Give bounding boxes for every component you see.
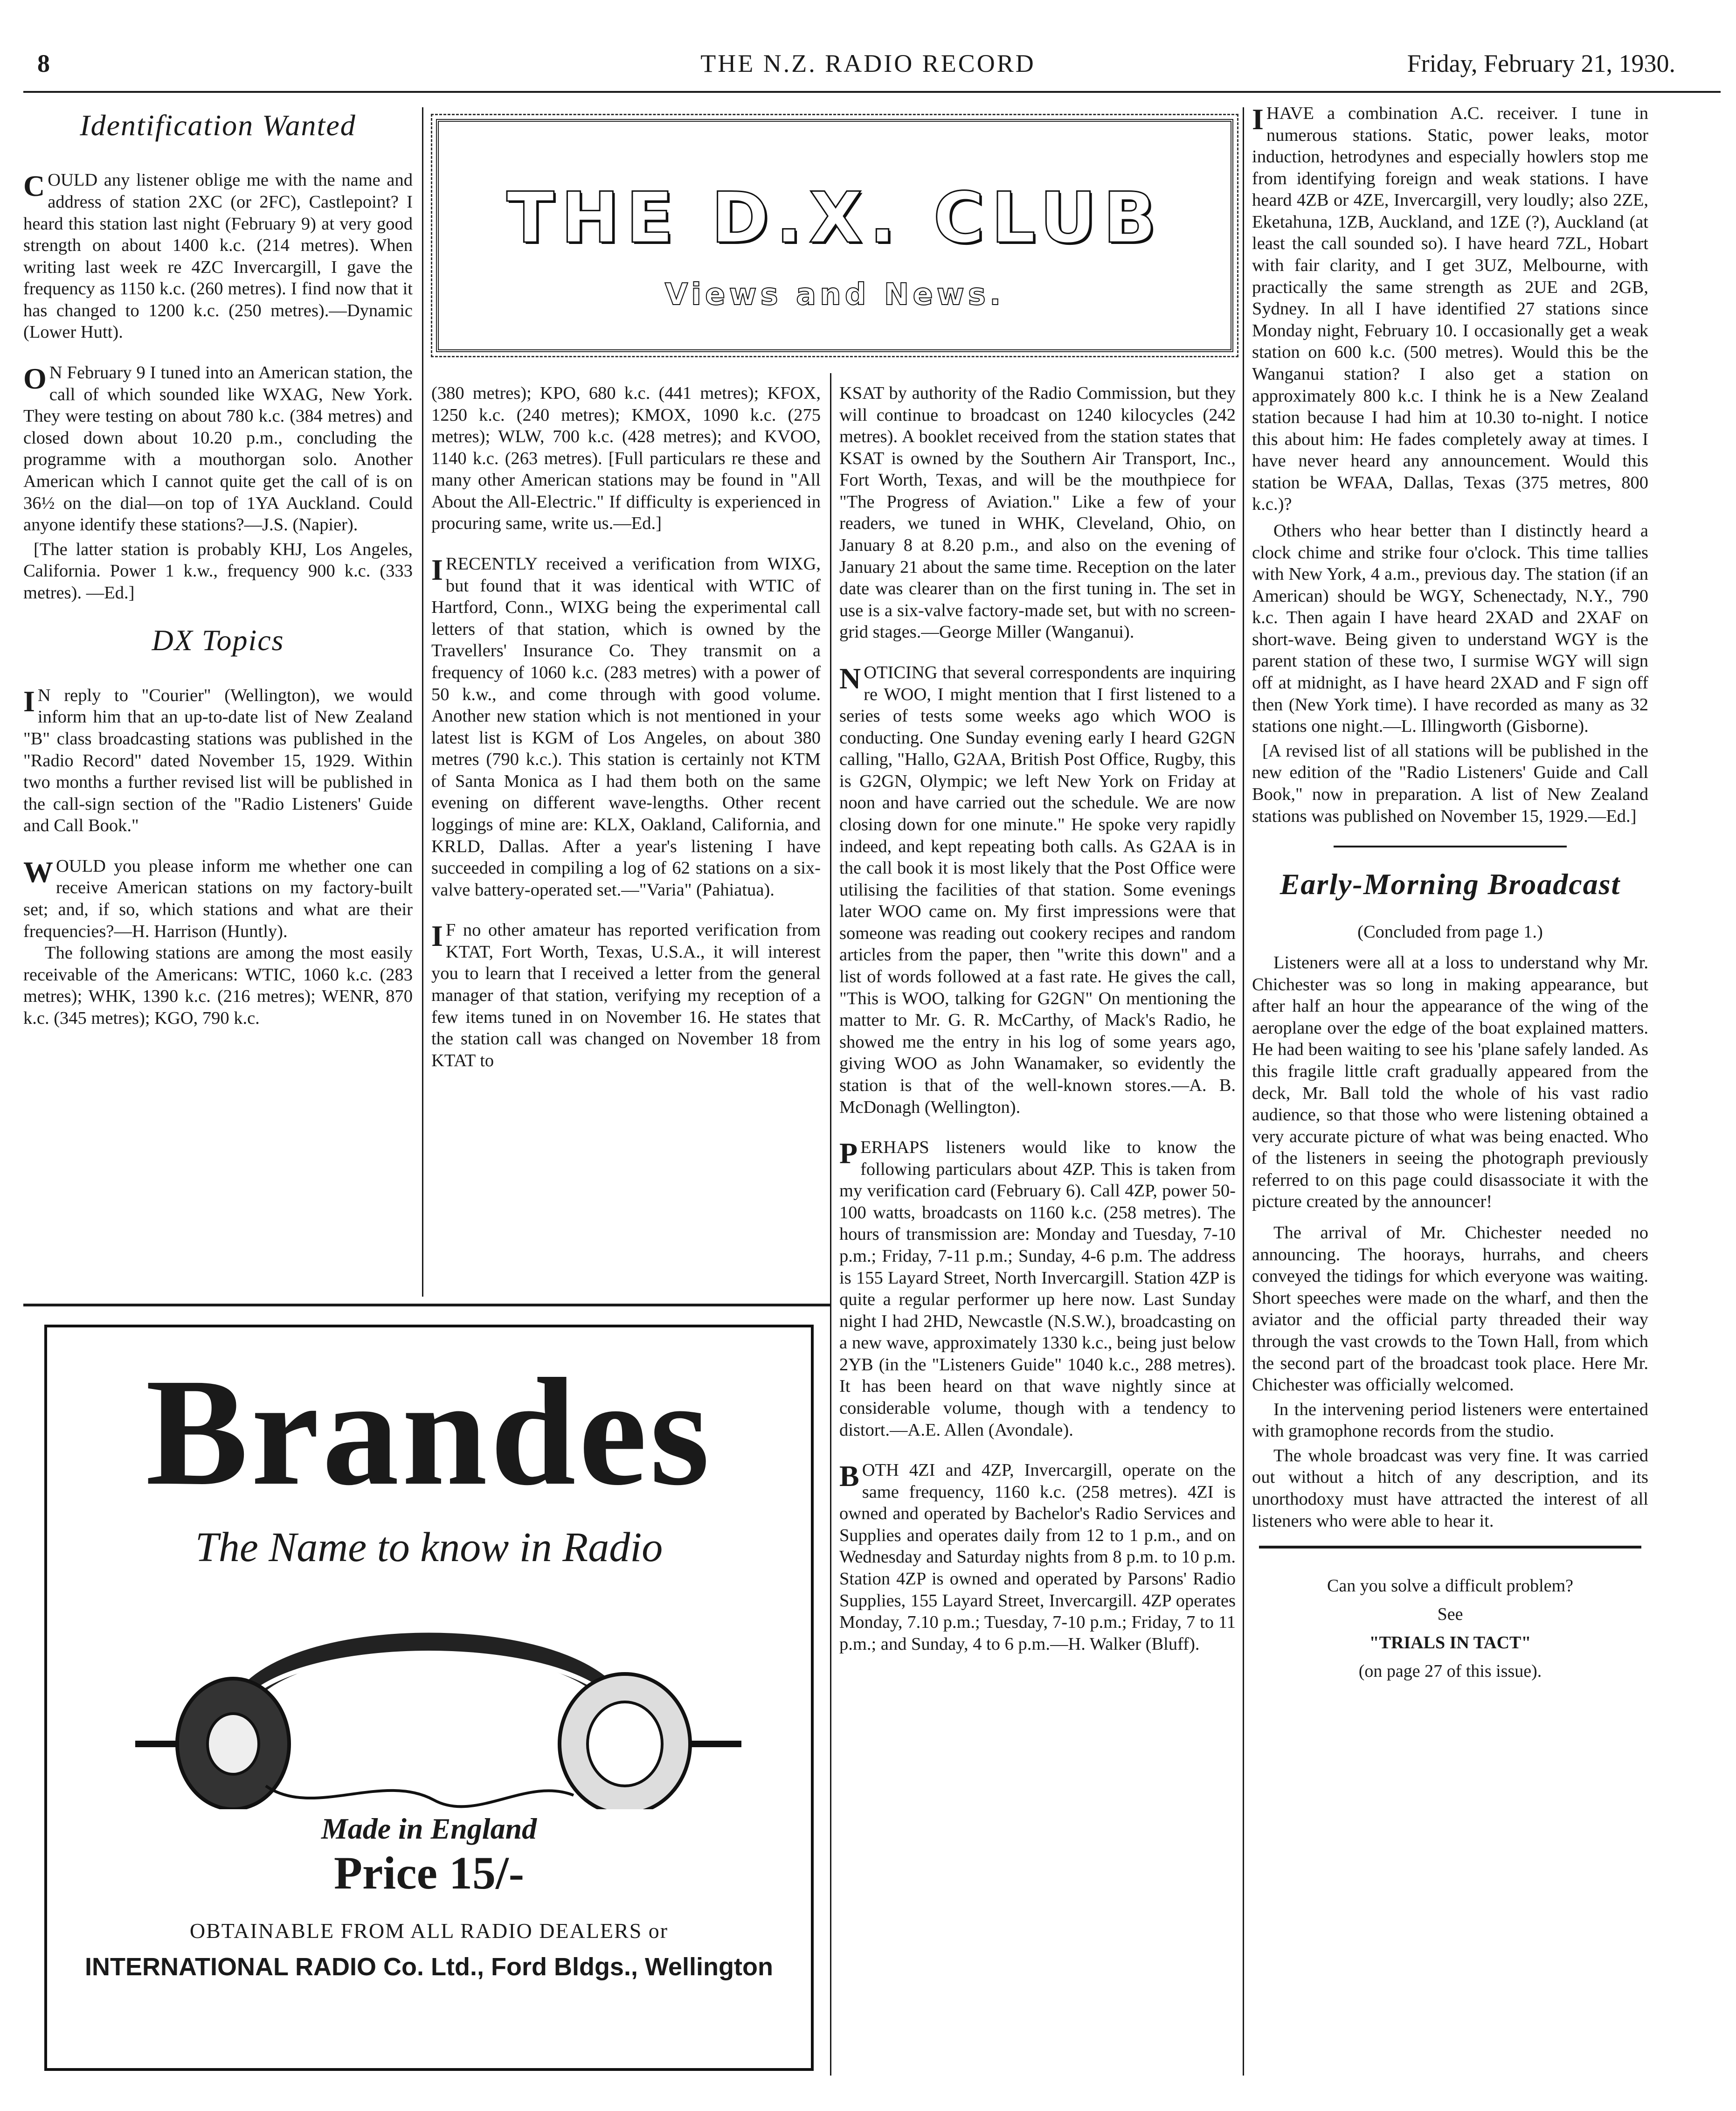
editor-note: [The latter station is probably KHJ, Los Angeles, California. Power 1 k.w., frequency 900 k.c. (333 metres). —Ed.] (23, 539, 413, 603)
drop-cap: W (23, 855, 53, 889)
column-divider (1243, 107, 1244, 2076)
article-paragraph: The following stations are among the most easily receivable of the Americans: WTIC, 1060 k.c. (283 metres); WHK, 1390 k.c. (216 metres); WENR, 870 k.c. (345 metres); KGO, 790 k.c. (23, 943, 413, 1028)
drop-cap: B (839, 1459, 859, 1493)
article-paragraph: NOTICING that several correspondents are inquiring re WOO, I might mention that I first listened to a series of tests some weeks ago which WOO is conducting. One Sunday evening early I heard G2GN calling, "Hallo, G2AA, British Post Office, Rugby, this is G2GN, Olympic; we left New York on Friday at noon and have carried out the schedule. We are now closing down for one minute." He spoke very rapidly indeed, and kept repeating both calls. As G2AA is in the call book it is most likely that the Post Office were utilising the facilities of that station. Some evenings later WOO came on. My first impressions were that someone was reading out cookery recipes and random articles from the paper, then "write this down" and a list of words followed at a fast rate. He gives the call, "This is WOO, talking for G2GN" On mentioning the matter to Mr. G. R. McCarthy, of Mack's Radio, he showed me the entry in his log of some years ago, giving WOO as John Wanamaker, so evidently the station is that of the well-known stores.—A. B. McDonagh (Wellington). (839, 661, 1236, 1117)
column-divider (422, 107, 423, 1297)
promo-line: See (1437, 1604, 1463, 1624)
ad-top-rule (23, 1304, 830, 1306)
article-paragraph: IHAVE a combination A.C. receiver. I tune in numerous stations. Static, power leaks, motor induction, hetrodynes and especially howlers stop me from identifying foreign and weak stations. I have heard 4ZB or 4ZE, Invercargill, very loudly; also 2ZE, Eketahuna, 1ZB, Auckland, and 1ZE (?), Auckland (at least the call sounded so). I have heard 7ZL, Hobart with fair clarity, and I get 3UZ, Melbourne, with practically the same strength as 2UE and 2GB, Sydney. In all I have identified 27 stations since Monday night, February 10. I occasionally get a weak station on 600 k.c. (500 metres). Would this be the Wanganui station? I also get a station on approximately 800 k.c. I think he is a New Zealand station because I had him at 10.30 to-night. I notice this about him: He fades completely away at times. I have never heard any announcement. Would this station be WFAA, Dallas, Texas (375 metres, 800 k.c.)? (1252, 103, 1648, 514)
column-4 (1252, 103, 1648, 1685)
ad-company: INTERNATIONAL RADIO Co. Ltd., Ford Bldgs., Wellington (85, 1953, 773, 1981)
section-title-dx-topics: DX Topics (152, 624, 284, 657)
drop-cap: I (23, 684, 35, 718)
article-paragraph: (380 metres); KPO, 680 k.c. (441 metres); KFOX, 1250 k.c. (240 metres); KMOX, 1090 k.c. (275 metres); WLW, 700 k.c. (428 metres); and KVOO, 1140 k.c. (263 metres). [Full particulars re these and many other American stations may be found in "All About the All-Electric." If difficulty is experienced in procuring same, write us.—Ed.] (431, 383, 821, 534)
article-paragraph: O N February 9 I tuned into an American station, the call of which sounded like WXAG, New York. They were testing on about 780 k.c. (384 metres) and closed down about 10.20 p.m., concluding the programme with a mouthorgan solo. Another American which I cannot quite get the call of is on 36½ on the dial—on top of 1YA Auckland. Could anyone identify these stations?—J.S. (Napier). (23, 362, 413, 535)
article-paragraph: Listeners were all at a loss to understand why Mr. Chichester was so long in making appearance, but after half an hour the appearance of the wing of the aeroplane over the edge of the boat explained matters. He had been waiting to see his 'plane safely landed. As this fragile little craft gradually appeared from the deck, Mr. Ball told the whole of his vast radio audience, so that those who were listening obtained a very accurate picture of what was being enacted. Who of the listeners in seeing the photograph previously referred to on this page could disassociate it with the picture created by the announcer! (1252, 953, 1648, 1212)
article-paragraph: Others who hear better than I distinctly heard a clock chime and strike four o'clock. This time tallies with New York, 4 a.m., previous day. The station (if an American) should be WGY, Schenectady, N.Y., 790 k.c. Then again I have heard 2XAD and 2XAF on short-wave. Being given to understand WGY is the parent station of these two, I surmise WGY will sign off at midnight, as I have heard 2XAD and F sign off then (New York time). I have recorded as many as 32 stations one night.—L. Illingworth (Gisborne). (1252, 521, 1648, 736)
drop-cap: P (839, 1137, 858, 1170)
issue-date: Friday, February 21, 1930. (1407, 49, 1675, 77)
drop-cap: N (839, 661, 861, 695)
headphone-cord (266, 1786, 574, 1806)
drop-cap: C (23, 169, 45, 203)
column-1 (23, 103, 413, 1048)
headphones-illustration (79, 1576, 779, 1809)
article-paragraph: I F no other amateur has reported verification from KTAT, Fort Worth, Texas, U.S.A., it will interest you to learn that I received a letter from the general manager of that station, verifying my reception of a few items tuned in on November 16. He states that the station call was changed on November 18 from KTAT to (431, 919, 821, 1070)
drop-cap: I (431, 919, 443, 953)
concluded-note: (Concluded from page 1.) (1357, 922, 1543, 942)
article-paragraph: The arrival of Mr. Chichester needed no announcing. The hoorays, hurrahs, and cheers conveyed the tidings for which everyone was waiting. Short speeches were made on the wharf, and then the aviator and the official party threaded their way through the vast crowds to the Town Hall, from which the second part of the broadcast took place. Here Mr. Chichester was officially welcomed. (1252, 1223, 1648, 1395)
page-number: 8 (37, 49, 50, 77)
ad-brand-name: Brandes (145, 1347, 712, 1517)
article-paragraph: IRECENTLY received a verification from WIXG, but found that it was identical with WTIC of Hartford, Conn., WIXG being the experimental call letters of that station, which is owned by the Travellers' Insurance Co. They transmit on a frequency of 1060 k.c. (283 metres) with a power of 50 k.w., and come through with good volume. Another new station which is not mentioned in your latest list is KGM of Los Angeles, on about 380 metres (790 k.c.). This station is certainly not KTM of Santa Monica as I had them both on the same evening on different wave-lengths. Other recent loggings of mine are: KLX, Oakland, California, and KRLD, Dallas. After a year's listening I have succeeded in compiling a log of 62 stations on a six-valve battery-operated set.—"Varia" (Pahiatua). (431, 553, 821, 900)
article-paragraph: WOULD you please inform me whether one can receive American stations on my factory-built set; and, if so, which stations and what are their frequencies?—H. Harrison (Huntly). (23, 855, 413, 941)
brandes-advertisement (44, 1325, 814, 2071)
drop-cap: O (23, 362, 47, 396)
dx-club-title: THE D.X. CLUB (506, 178, 1163, 259)
section-title-identification: Identification Wanted (80, 109, 356, 142)
article-paragraph: COULD any listener oblige me with the name and address of station 2XC (or 2FC), Castlepoint? I heard this station last night (February 9) at very good strength on about 1400 k.c. (214 metres). When writing last week re 4ZC Invercargill, I gave the frequency as 1150 k.c. (260 metres). I find now that it has changed to 1200 k.c. (250 metres).—Dynamic (Lower Hutt). (23, 169, 413, 342)
column-3 (839, 382, 1236, 1674)
drop-cap: I (1252, 103, 1264, 136)
promo-line: (on page 27 of this issue). (1358, 1661, 1542, 1681)
dx-club-subtitle: Views and News. (664, 278, 1005, 312)
editor-note: [A revised list of all stations will be published in the new edition of the "Radio Listeners' Guide and Call Book," now in preparation. A list of New Zealand stations was published on November 15, 1929.—Ed.] (1252, 741, 1648, 826)
ad-slogan: The Name to know in Radio (195, 1524, 663, 1570)
promo-line: Can you solve a difficult problem? (1327, 1576, 1573, 1596)
publication-title: THE N.Z. RADIO RECORD (700, 49, 1036, 77)
promo-line: "TRIALS IN TACT" (1369, 1632, 1531, 1653)
ad-obtainable: OBTAINABLE FROM ALL RADIO DEALERS or (189, 1919, 669, 1943)
article-paragraph: I N reply to "Courier" (Wellington), we would inform him that an up-to-date list of New Zealand "B" class broadcasting stations was published in the "Radio Record" dated November 15, 1929. Within two months a further revised list will be published in the call-sign section of the "Radio Listeners' Guide and Call Book." (23, 684, 413, 836)
promo-rule (1259, 1546, 1641, 1549)
drop-cap: I (431, 553, 443, 587)
dx-club-masthead (436, 119, 1233, 352)
column-divider (830, 373, 831, 2076)
ad-made-in: Made in England (321, 1812, 537, 1845)
article-paragraph: KSAT by authority of the Radio Commission, but they will continue to broadcast on 1240 kilocycles (242 metres). A booklet received from the station states that KSAT is owned by the Southern Air Transport, Inc., Fort Worth, Texas, and will be the mouthpiece for "The Progress of Aviation." Like a few of your readers, we tuned in WHK, Cleveland, Ohio, on January 8 at 8.20 p.m., and also on the evening of January 21 about the same time. Reception on the later date was clearer than on the first tuning in. The set in use is a six-valve factory-made set, but with no screen-grid stages.—George Miller (Wanganui). (839, 383, 1236, 642)
promo-box (1252, 1572, 1648, 1685)
article-paragraph: PERHAPS listeners would like to know the following particulars about 4ZP. This is taken from my verification card (February 6). Call 4ZP, power 50-100 watts, broadcasts on 1160 k.c. (258 metres). The hours of transmission are: Monday and Tuesday, 7-10 p.m.; Friday, 7-11 p.m.; Sunday, 4-6 p.m. The address is 155 Layard Street, North Invercargill. Station 4ZP is quite a regular performer up here now. Last Sunday night I had 2HD, Newcastle (N.S.W.), broadcasting on a new wave, approximately 1330 k.c., being just below 2YB (in the "Listeners Guide" 1040 k.c., 288 metres). It has been heard on that wave nightly since at considerable volume, though with a tendency to distort.—A.E. Allen (Avondale). (839, 1137, 1236, 1440)
article-paragraph: BOTH 4ZI and 4ZP, Invercargill, operate on the same frequency, 1160 k.c. (258 metres). 4ZI is owned and operated by Bachelor's Radio Services and Supplies and operates daily from 12 to 1 p.m., and on Wednesday and Saturday nights from 8 p.m. to 10 p.m. Station 4ZP is owned and operated by Parsons' Radio Supplies, 155 Layard Street, Invercargill. 4ZP operates Monday, 7.10 p.m.; Tuesday, 7-10 p.m.; Friday, 7 to 11 p.m.; and Sunday, 4 to 6 p.m.—H. Walker (Bluff). (839, 1459, 1236, 1654)
column-2 (431, 382, 821, 1090)
section-divider (1334, 846, 1567, 847)
article-paragraph: In the intervening period listeners were entertained with gramophone records from the studio. (1252, 1399, 1648, 1441)
header-rule (23, 91, 1721, 93)
section-title-early-morning: Early-Morning Broadcast (1280, 868, 1621, 901)
ad-price: Price 15/- (333, 1847, 525, 1899)
article-paragraph: The whole broadcast was very fine. It was carried out without a hitch of any description, and its unorthodoxy must have attracted the interest of all listeners who were able to hear it. (1252, 1445, 1648, 1531)
